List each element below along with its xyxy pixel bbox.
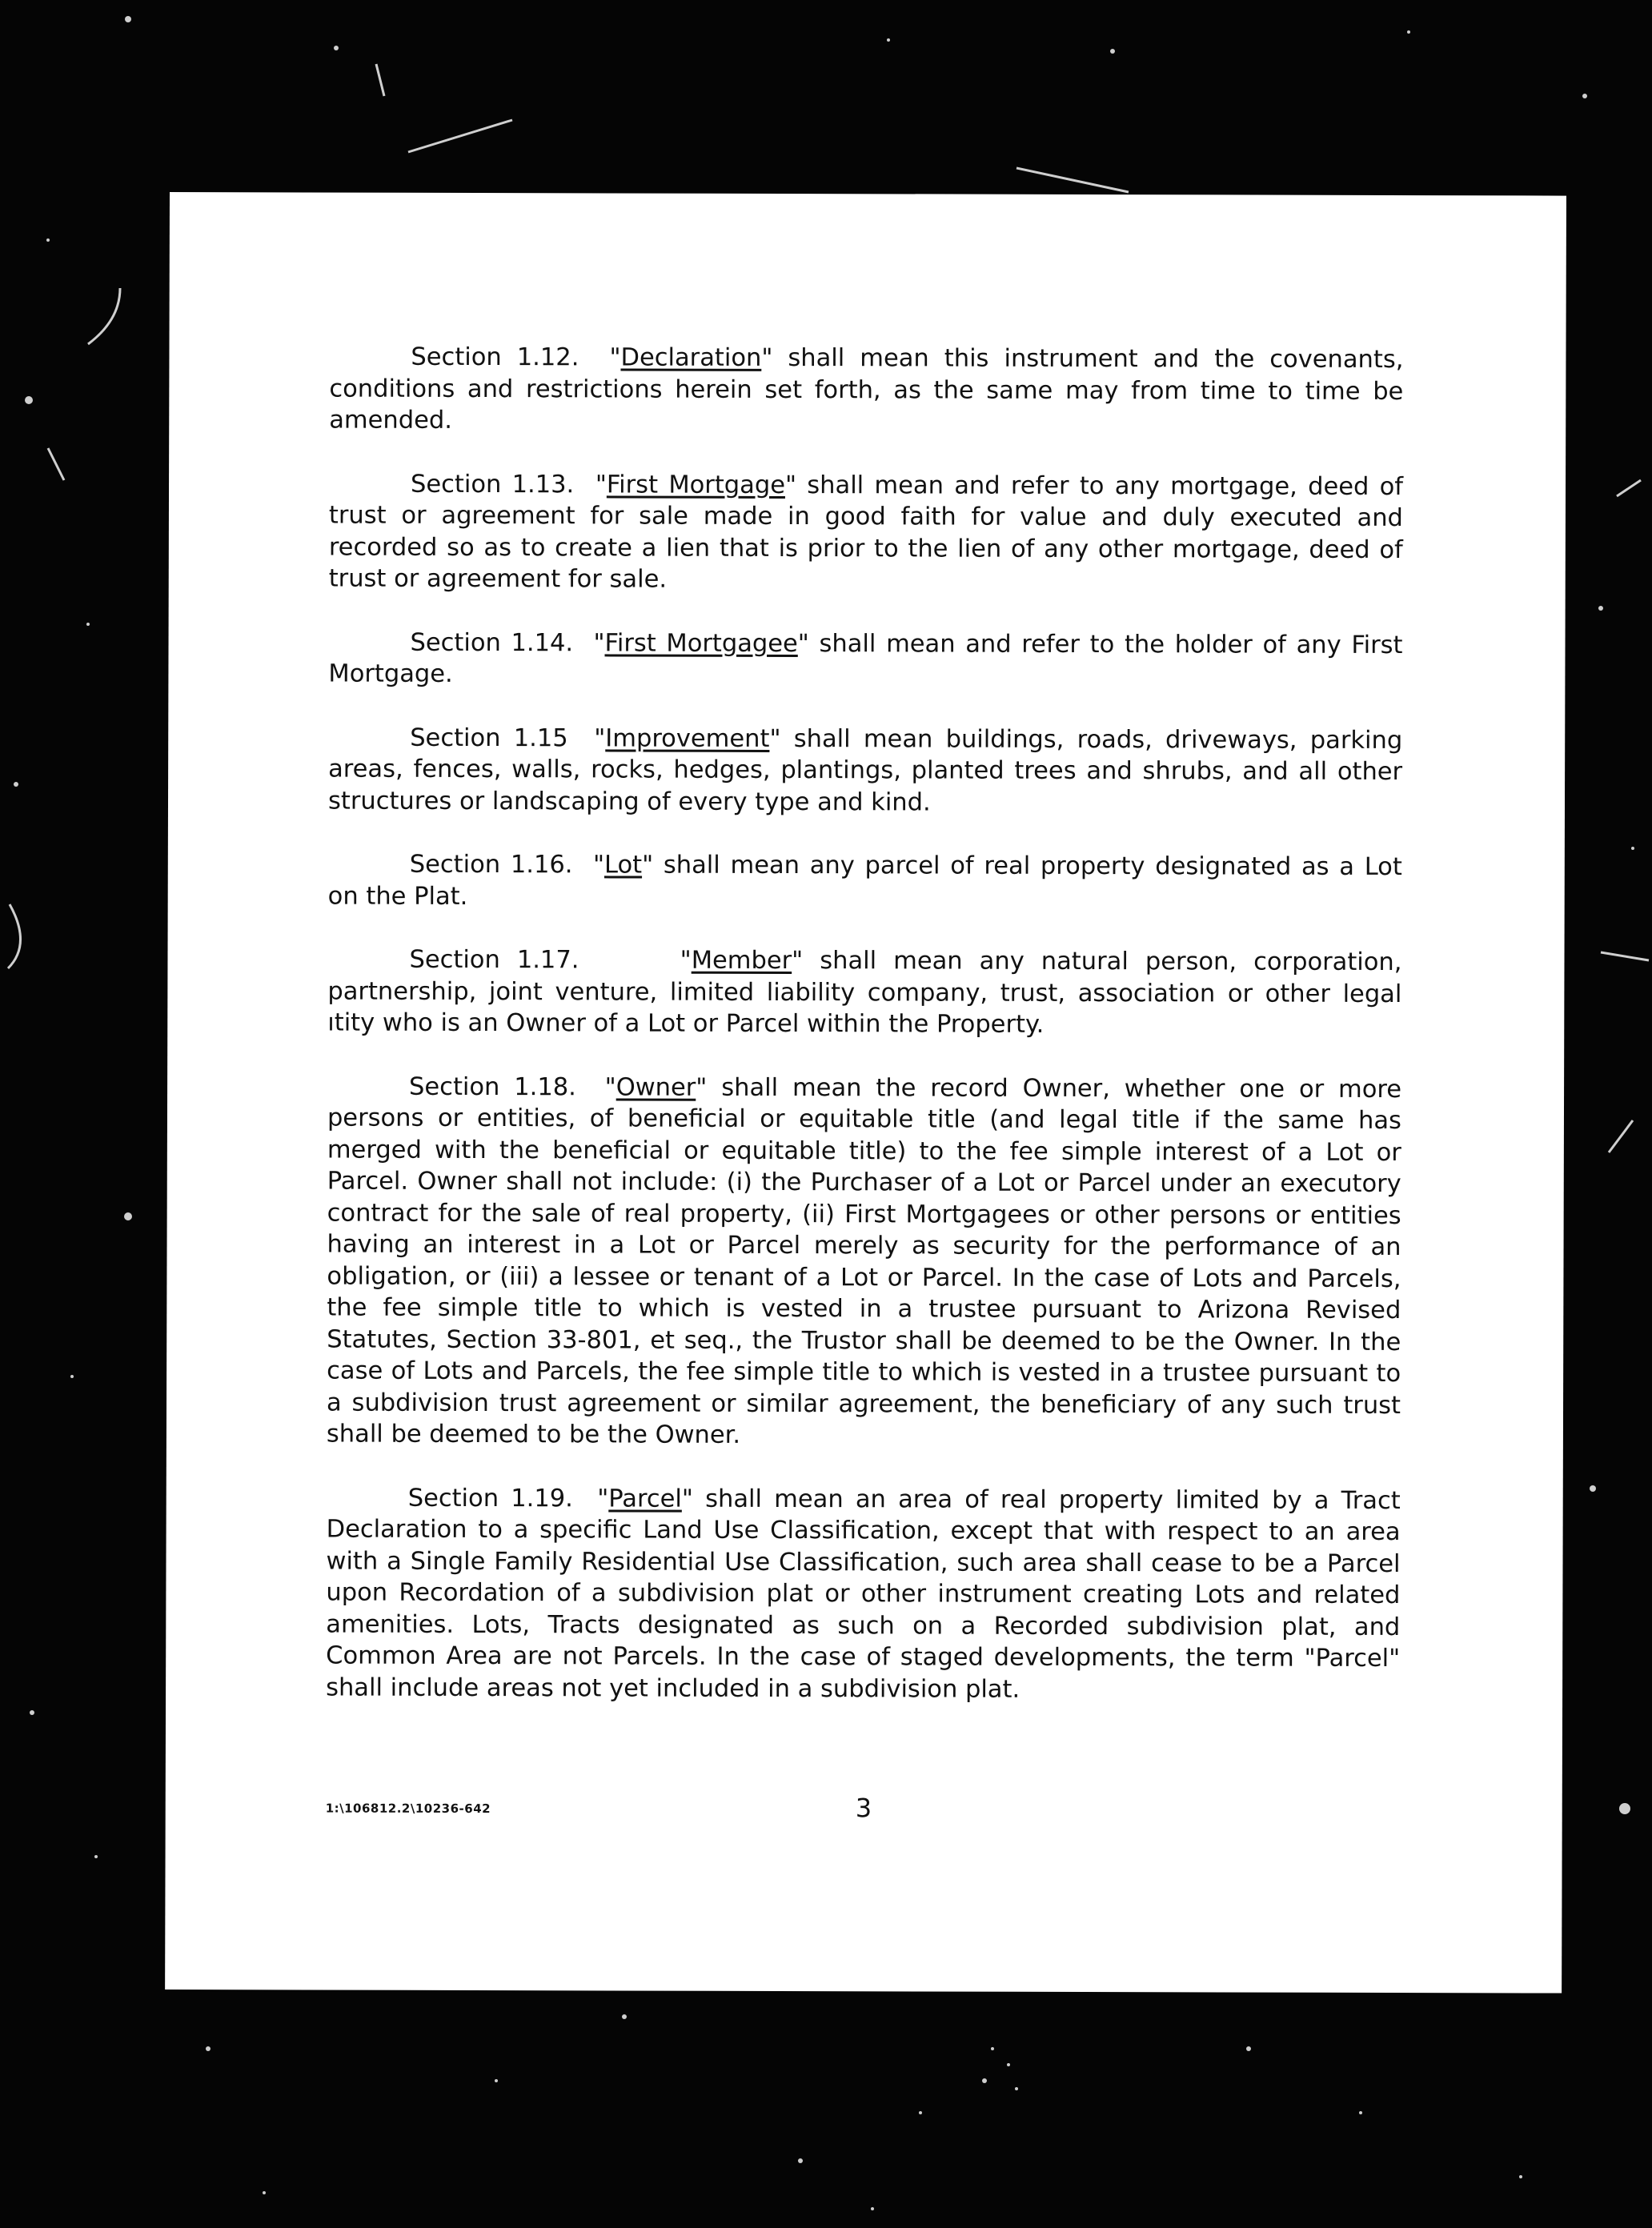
section-text: shall mean any natural person, corporation, partnership, joint venture, limited liability company, trust, association or other legal ıtity who is an Owner of a Lot or Parcel within the Property. [327, 947, 1402, 1039]
document-id: 1:\106812.2\10236-642 [325, 1801, 491, 1817]
section-1-12: Section 1.12. "Declaration" shall mean this instrument and the covenants, conditions and restrictions herein set forth, as the same may from time to time be amended. [329, 343, 1404, 435]
section-1-16: Section 1.16. "Lot" shall mean any parcel of real property designated as a Lot on the Plat. [327, 850, 1402, 911]
section-label: Section 1.18. [409, 1072, 576, 1101]
section-label: Section 1.13. [411, 470, 575, 499]
defined-term-parcel: Parcel [608, 1484, 682, 1513]
defined-term-first-mortgage: First Mortgage [606, 470, 786, 499]
section-label: Section 1.17. [409, 945, 579, 975]
section-1-13: Section 1.13. "First Mortgage" shall mean and refer to any mortgage, deed of trust or agreement for sale made in good faith for value and duly executed and recorded so as to create a lien that is prior to the lien of any other mortgage, deed of trust or agreement for sale. [328, 470, 1404, 594]
section-1-18: Section 1.18. "Owner" shall mean the record Owner, whether one or more persons or entities, of beneficial or equitable title (and legal title if the same has merged with the beneficial or equitable title) to the fee simple interest of a Lot or Parcel. Owner shall not include: (i) the Purchaser of a Lot or Parcel under an executory contract for the sale of real property, (ii) First Mortgagees or other persons or entities having an interest in a Lot or Parcel merely as security for the performance of an obligation, or (iii) a lessee or tenant of a Lot or Parcel. In the case of Lots and Parcels, the fee simple title to which is vested in a trustee pursuant to Arizona Revised Statutes, Section 33-801, et seq., the Trustor shall be deemed to be the Owner. In the case of Lots and Parcels, the fee simple title to which is vested in a trustee pursuant to a subdivision trust agreement or similar agreement, the beneficiary of any such trust shall be deemed to be the Owner. [326, 1072, 1402, 1449]
defined-term-lot: Lot [603, 851, 643, 880]
section-label: Section 1.19. [407, 1484, 573, 1513]
section-text: shall mean this instrument and the covenants, conditions and restrictions herein set forth, as the same may from time to time be amended. [329, 343, 1404, 435]
section-1-17: Section 1.17. "Member" shall mean any natural person, corporation, partnership, joint venture, limited liability company, trust, association or other legal ıtity who is an Owner of a Lot or Parcel within the Property. [327, 945, 1402, 1039]
defined-term-declaration: Declaration [620, 343, 762, 372]
section-text: shall mean an area of real property limited by a Tract Declaration to a specific Land Use Classification, except that with respect to an area with a Single Family Residential Use Classification, such area shall cease to be a Parcel upon Recordation of a subdivision plat or other instrument creating Lots and related amenities. Lots, Tracts designated as such on a Recorded subdivision plat, and Common Area are not Parcels. In the case of staged developments, the term "Parcel" shall include areas not yet included in a subdivision plat. [326, 1485, 1401, 1704]
page-number: 3 [855, 1793, 872, 1824]
defined-term-owner: Owner [615, 1072, 696, 1102]
section-label: Section 1.12. [411, 343, 579, 372]
section-label: Section 1.14. [410, 628, 574, 657]
section-text: shall mean and refer to any mortgage, deed of trust or agreement for sale made in good faith for value and duly executed and recorded so as to create a lien that is prior to the lien of any other mortgage, deed of trust or agreement for sale. [328, 471, 1404, 594]
document-page [165, 192, 1566, 1994]
document-body [326, 342, 1404, 1739]
section-text: shall mean the record Owner, whether one or more persons or entities, of beneficial or equitable title (and legal title if the same has merged with the beneficial or equitable title) to the fee simple interest of a Lot or Parcel. Owner shall not include: (i) the Purchaser of a Lot or Parcel under an executory contract for the sale of real property, (ii) First Mortgagees or other persons or entities having an interest in a Lot or Parcel merely as security for the performance of an obligation, or (iii) a lessee or tenant of a Lot or Parcel. In the case of Lots and Parcels, the fee simple title to which is vested in a trustee pursuant to Arizona Revised Statutes, Section 33-801, et seq., the Trustor shall be deemed to be the Owner. In the case of Lots and Parcels, the fee simple title to which is vested in a trustee pursuant to a subdivision trust agreement or similar agreement, the beneficiary of any such trust shall be deemed to be the Owner. [326, 1073, 1402, 1449]
section-label: Section 1.16. [409, 850, 573, 880]
defined-term-improvement: Improvement [605, 723, 770, 753]
section-1-14: Section 1.14. "First Mortgagee" shall mean and refer to the holder of any First Mortgage. [328, 628, 1403, 688]
section-1-15: Section 1.15 "Improvement" shall mean buildings, roads, driveways, parking areas, fences, walls, rocks, hedges, plantings, planted trees and shrubs, and all other structures or landscaping of every type and kind. [327, 723, 1403, 816]
defined-term-member: Member [691, 946, 792, 976]
section-text: shall mean any parcel of real property designated as a Lot on the Plat. [327, 851, 1402, 911]
section-label: Section 1.15 [410, 723, 568, 752]
defined-term-first-mortgagee: First Mortgagee [604, 628, 798, 658]
section-text: shall mean buildings, roads, driveways, parking areas, fences, walls, rocks, hedges, plantings, planted trees and shrubs, and all other structures or landscaping of every type and kind. [327, 724, 1403, 816]
section-1-19: Section 1.19. "Parcel" shall mean an area of real property limited by a Tract Declaration to a specific Land Use Classification, except that with respect to an area with a Single Family Residential Use Classification, such area shall cease to be a Parcel upon Recordation of a subdivision plat or other instrument creating Lots and related amenities. Lots, Tracts designated as such on a Recorded subdivision plat, and Common Area are not Parcels. In the case of staged developments, the term "Parcel" shall include areas not yet included in a subdivision plat. [326, 1484, 1401, 1704]
section-text: shall mean and refer to the holder of any First Mortgage. [328, 629, 1403, 688]
